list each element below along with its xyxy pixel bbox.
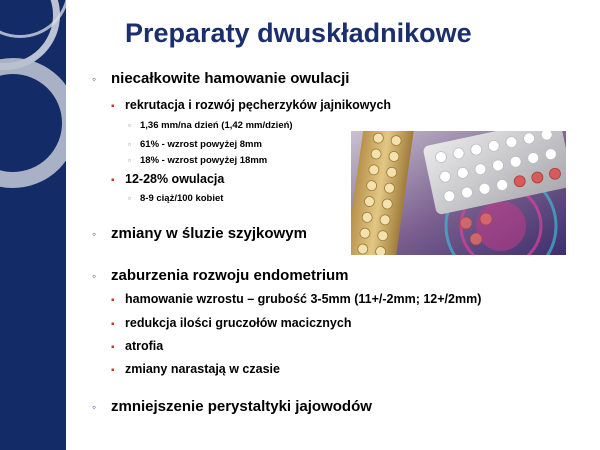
bullet-text: rekrutacja i rozwój pęcherzyków jajnikowych: [125, 98, 392, 112]
bullet-text: 1,36 mm/na dzień (1,42 mm/dzień): [140, 120, 293, 131]
bullet-text: 18% - wzrost powyżej 18mm: [140, 155, 268, 166]
bullet-item: ◦ niecałkowite hamowanie owulacji: [92, 70, 350, 87]
bullet-text: 61% - wzrost powyżej 8mm: [140, 139, 262, 150]
slide-title: Preparaty dwuskładnikowe: [125, 18, 472, 48]
bullet-text: zmniejszenie perystaltyki jajowodów: [111, 398, 372, 415]
bullet-text: niecałkowite hamowanie owulacji: [111, 70, 350, 87]
sub-sub-bullet-item: ▫ 8-9 ciąż/100 kobiet: [128, 193, 224, 204]
sub-bullet-item: ▪ zmiany narastają w czasie: [111, 362, 280, 376]
bullet-text: atrofia: [125, 339, 164, 353]
bullet-text: zaburzenia rozwoju endometrium: [111, 267, 349, 284]
decorative-ring: [0, 58, 66, 188]
bullet-text: hamowanie wzrostu – grubość 3-5mm (11+/-2mm; 12+/2mm): [125, 292, 482, 306]
sub-bullet-item: ▪ 12-28% owulacja: [111, 172, 225, 186]
sub-sub-bullet-item: ▫ 1,36 mm/na dzień (1,42 mm/dzień): [128, 120, 293, 131]
bullet-text: redukcja ilości gruczołów macicznych: [125, 316, 352, 330]
birth-control-pills-image: [351, 131, 566, 255]
sub-sub-bullet-item: ▫ 61% - wzrost powyżej 8mm: [128, 139, 262, 150]
bullet-text: 8-9 ciąż/100 kobiet: [140, 193, 224, 204]
bullet-text: zmiany w śluzie szyjkowym: [111, 225, 307, 242]
sub-bullet-item: ▪ atrofia: [111, 339, 164, 353]
bullet-text: zmiany narastają w czasie: [125, 362, 280, 376]
sub-sub-bullet-item: ▫ 18% - wzrost powyżej 18mm: [128, 155, 268, 166]
bullet-item: ◦ zmniejszenie perystaltyki jajowodów: [92, 398, 372, 415]
sub-bullet-item: ▪ rekrutacja i rozwój pęcherzyków jajnikowych: [111, 98, 392, 112]
bullet-item: ◦ zmiany w śluzie szyjkowym: [92, 225, 307, 242]
sub-bullet-item: ▪ hamowanie wzrostu – grubość 3-5mm (11+/-2mm; 12+/2mm): [111, 292, 482, 306]
bullet-text: 12-28% owulacja: [125, 172, 225, 186]
bullet-item: ◦ zaburzenia rozwoju endometrium: [92, 267, 349, 284]
sidebar-decoration: [0, 0, 66, 450]
sub-bullet-item: ▪ redukcja ilości gruczołów macicznych: [111, 316, 352, 330]
